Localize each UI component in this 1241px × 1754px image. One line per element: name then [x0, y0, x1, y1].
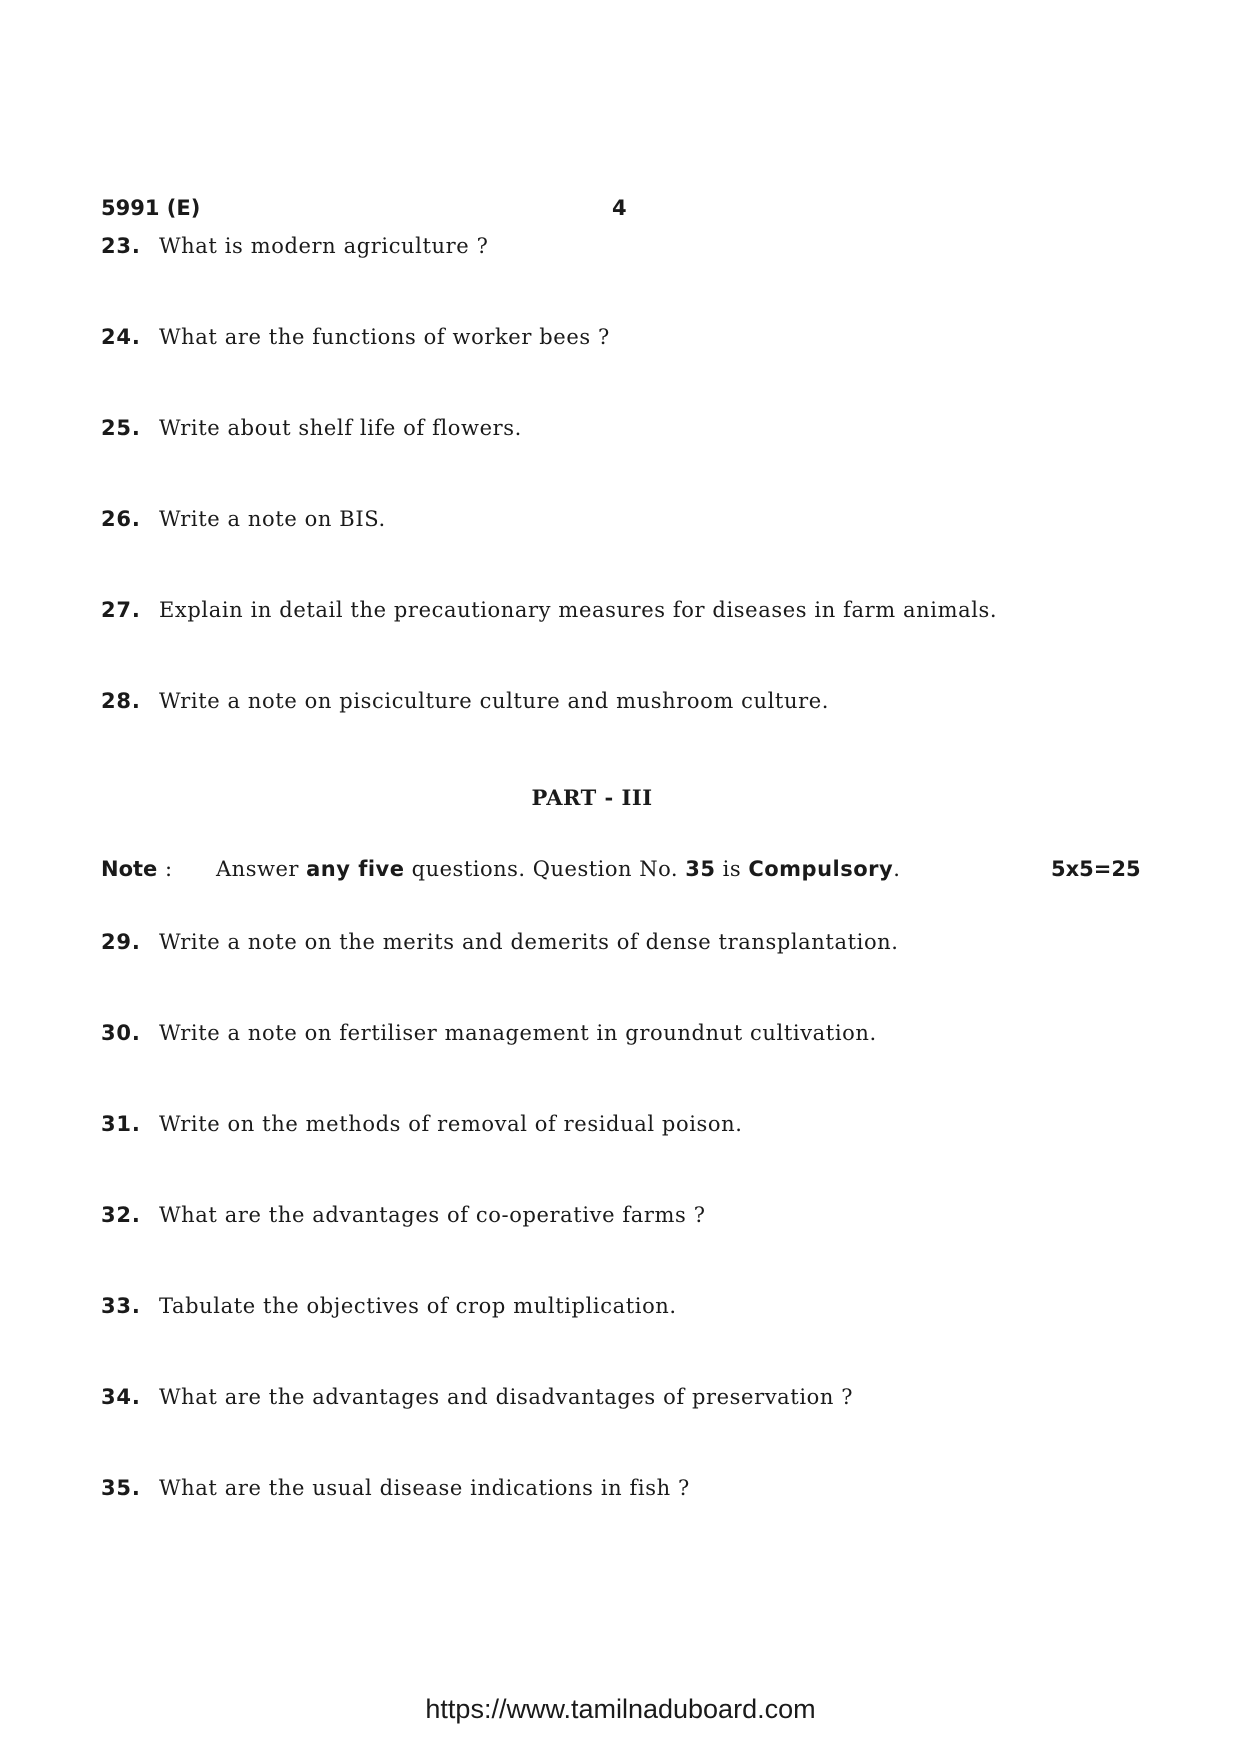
note-instructions: [216, 857, 900, 881]
note-text-part: questions. Question No.: [404, 857, 686, 881]
question-item: [101, 234, 488, 258]
note-emphasis: Compulsory: [748, 857, 894, 881]
question-text: Tabulate the objectives of crop multiplication.: [159, 1294, 677, 1318]
note-emphasis: 35: [685, 857, 716, 881]
question-text: What are the advantages of co-operative farms ?: [159, 1203, 706, 1227]
question-number: 31.: [101, 1112, 141, 1136]
question-item: [101, 689, 829, 713]
question-item: [101, 1476, 690, 1500]
question-number: 29.: [101, 930, 141, 954]
question-text: What are the usual disease indications in fish ?: [159, 1476, 690, 1500]
question-text: Write on the methods of removal of residual poison.: [159, 1112, 743, 1136]
question-item: [101, 416, 522, 440]
question-text: What are the functions of worker bees ?: [159, 325, 610, 349]
section-title: PART - III: [531, 785, 653, 810]
question-number: 30.: [101, 1021, 141, 1045]
note-emphasis: any five: [306, 857, 405, 881]
note-text-part: .: [893, 857, 901, 881]
question-item: [101, 930, 899, 954]
question-text: Write a note on fertiliser management in groundnut cultivation.: [159, 1021, 877, 1045]
question-number: 35.: [101, 1476, 141, 1500]
question-number: 34.: [101, 1385, 141, 1409]
note-text-part: Answer: [216, 857, 307, 881]
question-number: 33.: [101, 1294, 141, 1318]
paper-code: 5991 (E): [101, 196, 201, 220]
note-colon: :: [165, 857, 173, 881]
question-number: 26.: [101, 507, 141, 531]
question-text: Write about shelf life of flowers.: [159, 416, 522, 440]
question-number: 25.: [101, 416, 141, 440]
page-number: 4: [612, 196, 627, 220]
question-item: [101, 507, 386, 531]
footer-url: https://www.tamilnaduboard.com: [425, 1694, 816, 1724]
question-item: [101, 1385, 853, 1409]
question-number: 32.: [101, 1203, 141, 1227]
marks-scheme: 5x5=25: [1051, 857, 1141, 881]
note-text-part: is: [715, 857, 749, 881]
question-text: What is modern agriculture ?: [159, 234, 489, 258]
question-number: 27.: [101, 598, 141, 622]
question-item: [101, 1294, 677, 1318]
question-text: Write a note on BIS.: [159, 507, 386, 531]
note-label: Note: [101, 857, 158, 881]
question-number: 24.: [101, 325, 141, 349]
question-item: [101, 325, 610, 349]
question-text: Write a note on the merits and demerits of dense transplantation.: [159, 930, 899, 954]
question-text: Write a note on pisciculture culture and mushroom culture.: [159, 689, 830, 713]
question-item: [101, 1112, 743, 1136]
question-item: [101, 1021, 877, 1045]
question-item: [101, 1203, 706, 1227]
question-text: What are the advantages and disadvantages of preservation ?: [159, 1385, 854, 1409]
question-number: 28.: [101, 689, 141, 713]
question-text: Explain in detail the precautionary measures for diseases in farm animals.: [159, 598, 998, 622]
question-number: 23.: [101, 234, 141, 258]
question-item: [101, 598, 997, 622]
